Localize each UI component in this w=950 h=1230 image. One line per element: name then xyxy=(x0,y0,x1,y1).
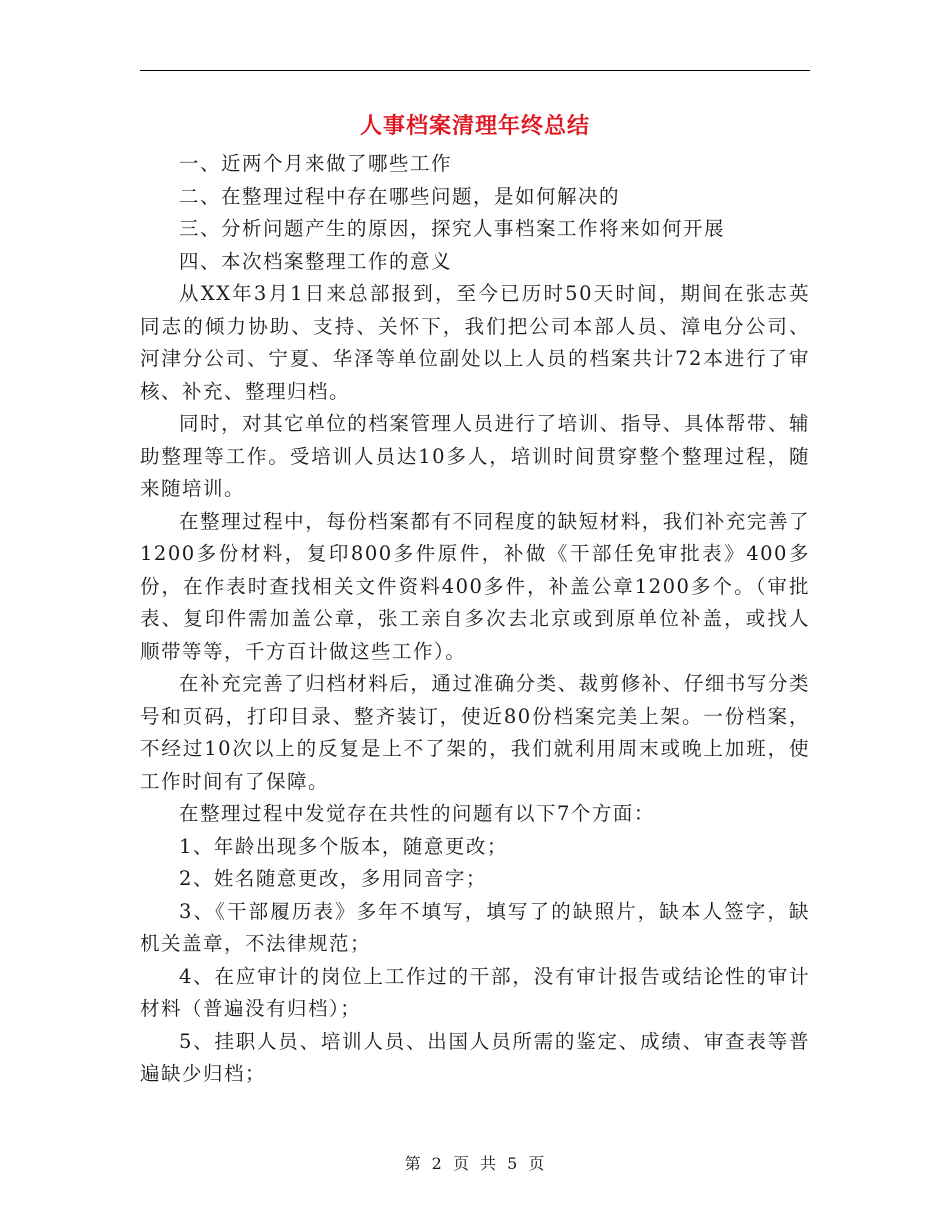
outline-item-1: 一、近两个月来做了哪些工作 xyxy=(179,152,453,175)
outline-item-2: 二、在整理过程中存在哪些问题，是如何解决的 xyxy=(179,184,621,208)
paragraph-filing: 在补充完善了归档材料后，通过准确分类、裁剪修补、仔细书写分类号和页码，打印目录、整齐装订，使近80份档案完美上架。一份档案，不经过10次以上的反复是上不了架的，我们就利用周末或晚上加班，使工作时间有了保障。 xyxy=(140,672,810,793)
document-body xyxy=(140,148,810,1091)
page-number: 第 2 页 共 5 页 xyxy=(404,1154,546,1173)
paragraph-work-summary: 从XX年3月1日来总部报到，至今已历时50天时间，期间在张志英同志的倾力协助、支持、关怀下，我们把公司本部人员、漳电分公司、河津分公司、宁夏、华泽等单位副处以上人员的档案共计72本进行了审核、补充、整理归档。 xyxy=(140,282,810,403)
document-title: 人事档案清理年终总结 xyxy=(359,113,590,139)
paragraph-problems-intro: 在整理过程中发觉存在共性的问题有以下7个方面： xyxy=(179,802,655,825)
outline-item-3: 三、分析问题产生的原因，探究人事档案工作将来如何开展 xyxy=(179,217,726,240)
problem-item-1: 1、年龄出现多个版本，随意更改； xyxy=(179,834,508,858)
problem-item-3: 3、《干部履历表》多年不填写，填写了的缺照片，缺本人签字，缺机关盖章，不法律规范； xyxy=(140,899,810,955)
paragraph-materials: 在整理过程中，每份档案都有不同程度的缺短材料，我们补充完善了1200多份材料，复印800多件原件，补做《干部任免审批表》400多份，在作表时查找相关文件资料400多件，补盖公章1200多个。（审批表、复印件需加盖公章，张工亲自多次去北京或到原单位补盖，或找人顺带等等，千方百计做这些工作）。 xyxy=(140,509,810,663)
outline-item-4: 四、本次档案整理工作的意义 xyxy=(179,249,453,273)
paragraph-training: 同时，对其它单位的档案管理人员进行了培训、指导、具体帮带、辅助整理等工作。受培训人员达10多人，培训时间贯穿整个整理过程，随来随培训。 xyxy=(140,412,810,500)
problem-item-2: 2、姓名随意更改，多用同音字； xyxy=(179,867,487,890)
header-rule xyxy=(140,70,810,71)
problem-item-4: 4、在应审计的岗位上工作过的干部，没有审计报告或结论性的审计材料（普遍没有归档）； xyxy=(140,964,810,1020)
problem-item-5: 5、挂职人员、培训人员、出国人员所需的鉴定、成绩、审查表等普遍缺少归档； xyxy=(140,1029,810,1085)
